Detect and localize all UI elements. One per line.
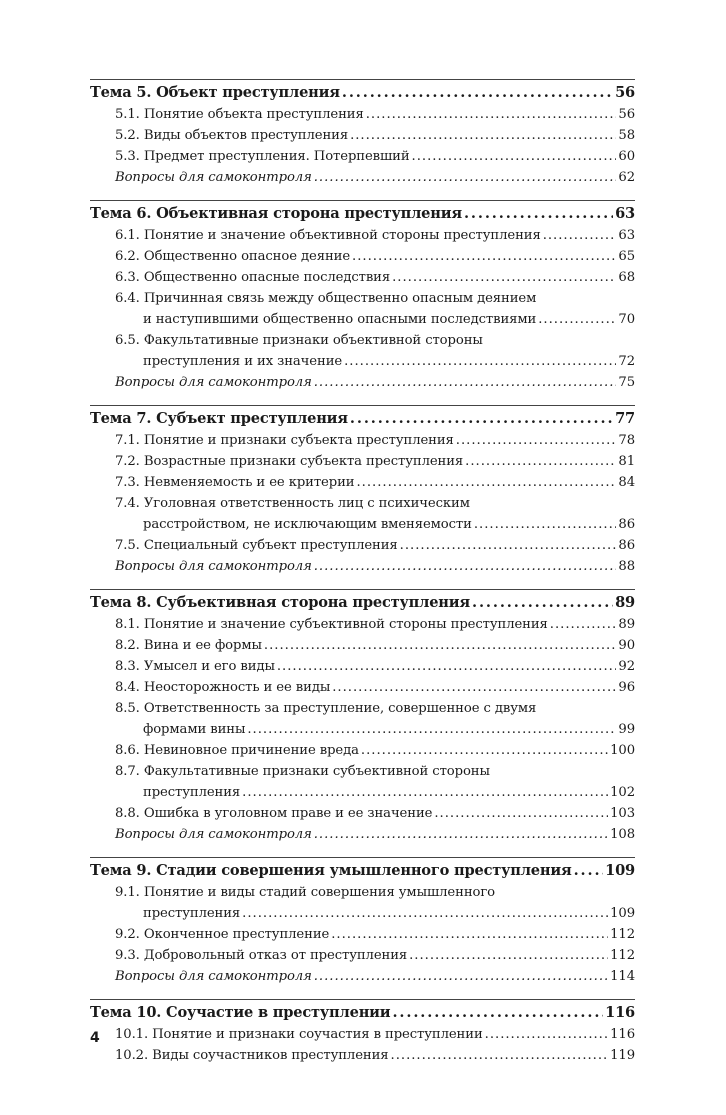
- self-check-questions: [90, 167, 635, 188]
- table-of-contents: [90, 79, 635, 1078]
- toc-entry: [90, 288, 635, 330]
- leader-dots: [392, 1002, 603, 1024]
- toc-entry: [90, 924, 635, 945]
- toc-entry: [90, 635, 635, 656]
- entry-last-line: [115, 782, 635, 803]
- self-check-questions: [90, 556, 635, 577]
- leader-dots: [314, 556, 617, 577]
- entry-title: Вопросы для самоконтроля: [115, 559, 312, 574]
- topic-section: [90, 405, 635, 577]
- entry-page: 78: [618, 433, 635, 448]
- toc-entry: [90, 146, 635, 167]
- toc-entry: [90, 677, 635, 698]
- entry-page: 65: [618, 249, 635, 264]
- entry-page: 72: [618, 354, 635, 369]
- topic-heading: [90, 408, 635, 430]
- leader-dots: [277, 656, 617, 677]
- leader-dots: [412, 146, 617, 167]
- entry-title-line: преступления: [143, 906, 241, 921]
- entry-page: 88: [618, 559, 635, 574]
- entry-page: 86: [618, 517, 635, 532]
- toc-entry: [90, 945, 635, 966]
- entry-page: 90: [618, 638, 635, 653]
- topic-title: Тема 8. Субъективная сторона преступления: [90, 594, 470, 611]
- entry-page: 112: [610, 927, 635, 942]
- entry-title-line: 6.5. Факультативные признаки объективной стороны: [115, 333, 483, 348]
- topic-heading: [90, 82, 635, 104]
- leader-dots: [314, 167, 617, 188]
- entry-title: 7.1. Понятие и признаки субъекта преступления: [115, 433, 454, 448]
- entry-page: 89: [618, 617, 635, 632]
- entry-page: 58: [618, 128, 635, 143]
- entry-title: 8.4. Неосторожность и ее виды: [115, 680, 331, 695]
- leader-dots: [314, 824, 608, 845]
- topic-title: Тема 5. Объект преступления: [90, 84, 340, 101]
- entry-title: 7.3. Невменяемость и ее критерии: [115, 475, 355, 490]
- leader-dots: [242, 903, 608, 924]
- entry-title: 8.1. Понятие и значение субъективной стороны преступления: [115, 617, 548, 632]
- leader-dots: [456, 430, 617, 451]
- entry-page: 116: [610, 1027, 635, 1042]
- entry-title: 10.1. Понятие и признаки соучастия в преступлении: [115, 1027, 483, 1042]
- entry-title: 10.2. Виды соучастников преступления: [115, 1048, 389, 1063]
- page-number: 4: [90, 1030, 100, 1046]
- topic-title: Тема 6. Объективная сторона преступления: [90, 205, 462, 222]
- leader-dots: [352, 246, 616, 267]
- leader-dots: [314, 966, 608, 987]
- entry-title-line: 6.4. Причинная связь между общественно опасным деянием: [115, 291, 537, 306]
- entry-page: 84: [618, 475, 635, 490]
- entry-title: 9.3. Добровольный отказ от преступления: [115, 948, 408, 963]
- leader-dots: [391, 1045, 609, 1066]
- toc-entry: [90, 535, 635, 556]
- entry-page: 103: [610, 806, 635, 821]
- leader-dots: [472, 592, 613, 614]
- topic-page: 109: [605, 862, 635, 879]
- topic-section: [90, 200, 635, 393]
- toc-entry: [90, 104, 635, 125]
- entry-title: 8.8. Ошибка в уголовном праве и ее значение: [115, 806, 433, 821]
- toc-entry: [90, 225, 635, 246]
- entry-title-line: 8.7. Факультативные признаки субъективной стороны: [115, 764, 490, 779]
- entry-title: 7.5. Специальный субъект преступления: [115, 538, 398, 553]
- entry-title: 8.3. Умысел и его виды: [115, 659, 275, 674]
- toc-entry: [90, 698, 635, 740]
- entry-title: 8.6. Невиновное причинение вреда: [115, 743, 359, 758]
- entry-page: 112: [610, 948, 635, 963]
- topic-heading: [90, 592, 635, 614]
- toc-entry: [90, 1045, 635, 1066]
- leader-dots: [400, 535, 617, 556]
- topic-heading: [90, 203, 635, 225]
- toc-entry: [90, 740, 635, 761]
- leader-dots: [543, 225, 617, 246]
- entry-page: 63: [618, 228, 635, 243]
- entry-title-line: формами вины: [143, 722, 246, 737]
- entry-last-line: [115, 514, 635, 535]
- topic-page: 116: [605, 1004, 635, 1021]
- entry-title: 9.2. Оконченное преступление: [115, 927, 330, 942]
- toc-entry: [90, 451, 635, 472]
- leader-dots: [464, 203, 613, 225]
- leader-dots: [344, 351, 616, 372]
- topic-page: 77: [615, 410, 635, 427]
- leader-dots: [434, 803, 608, 824]
- entry-page: 60: [618, 149, 635, 164]
- entry-title-line: и наступившими общественно опасными последствиями: [143, 312, 537, 327]
- topic-title: Тема 10. Соучастие в преступлении: [90, 1004, 391, 1021]
- leader-dots: [574, 860, 604, 882]
- entry-page: 108: [610, 827, 635, 842]
- leader-dots: [264, 635, 616, 656]
- toc-entry: [90, 430, 635, 451]
- entry-page: 96: [618, 680, 635, 695]
- topic-page: 63: [615, 205, 635, 222]
- topic-heading: [90, 860, 635, 882]
- toc-entry: [90, 246, 635, 267]
- entry-page: 109: [610, 906, 635, 921]
- entry-title-line: преступления: [143, 785, 241, 800]
- entry-last-line: [115, 309, 635, 330]
- entry-page: 100: [610, 743, 635, 758]
- entry-title: Вопросы для самоконтроля: [115, 827, 312, 842]
- entry-title: 7.2. Возрастные признаки субъекта преступления: [115, 454, 464, 469]
- toc-entry: [90, 125, 635, 146]
- toc-entry: [90, 761, 635, 803]
- leader-dots: [392, 267, 616, 288]
- entry-page: 70: [618, 312, 635, 327]
- leader-dots: [550, 614, 617, 635]
- entry-title: 5.1. Понятие объекта преступления: [115, 107, 364, 122]
- entry-last-line: [115, 719, 635, 740]
- entry-page: 75: [618, 375, 635, 390]
- entry-title: 6.2. Общественно опасное деяние: [115, 249, 351, 264]
- leader-dots: [366, 104, 617, 125]
- toc-entry: [90, 803, 635, 824]
- topic-section: [90, 857, 635, 987]
- leader-dots: [409, 945, 608, 966]
- leader-dots: [474, 514, 617, 535]
- entry-title-line: 9.1. Понятие и виды стадий совершения умышленного: [115, 885, 495, 900]
- entry-page: 114: [610, 969, 635, 984]
- topic-section: [90, 589, 635, 845]
- leader-dots: [331, 924, 608, 945]
- leader-dots: [357, 472, 617, 493]
- entry-last-line: [115, 903, 635, 924]
- leader-dots: [538, 309, 616, 330]
- entry-title: Вопросы для самоконтроля: [115, 969, 312, 984]
- entry-page: 62: [618, 170, 635, 185]
- entry-title: 5.3. Предмет преступления. Потерпевший: [115, 149, 410, 164]
- entry-page: 81: [618, 454, 635, 469]
- self-check-questions: [90, 966, 635, 987]
- entry-page: 92: [618, 659, 635, 674]
- toc-entry: [90, 614, 635, 635]
- toc-entry: [90, 1024, 635, 1045]
- self-check-questions: [90, 372, 635, 393]
- entry-page: 102: [610, 785, 635, 800]
- entry-title-line: 8.5. Ответственность за преступление, совершенное с двумя: [115, 701, 537, 716]
- leader-dots: [314, 372, 617, 393]
- toc-entry: [90, 882, 635, 924]
- leader-dots: [242, 782, 608, 803]
- entry-title: 8.2. Вина и ее формы: [115, 638, 262, 653]
- toc-entry: [90, 330, 635, 372]
- toc-entry: [90, 267, 635, 288]
- toc-entry: [90, 656, 635, 677]
- leader-dots: [342, 82, 613, 104]
- toc-entry: [90, 472, 635, 493]
- entry-title-line: преступления и их значение: [143, 354, 343, 369]
- entry-page: 99: [618, 722, 635, 737]
- entry-title: Вопросы для самоконтроля: [115, 375, 312, 390]
- topic-title: Тема 7. Субъект преступления: [90, 410, 348, 427]
- entry-page: 56: [618, 107, 635, 122]
- entry-last-line: [115, 351, 635, 372]
- entry-title: 6.1. Понятие и значение объективной стороны преступления: [115, 228, 541, 243]
- leader-dots: [350, 125, 616, 146]
- leader-dots: [485, 1024, 608, 1045]
- leader-dots: [465, 451, 616, 472]
- entry-title: 5.2. Виды объектов преступления: [115, 128, 349, 143]
- entry-title-line: расстройством, не исключающим вменяемости: [143, 517, 472, 532]
- toc-entry: [90, 493, 635, 535]
- entry-title: Вопросы для самоконтроля: [115, 170, 312, 185]
- entry-title-line: 7.4. Уголовная ответственность лиц с психическим: [115, 496, 470, 511]
- leader-dots: [361, 740, 608, 761]
- topic-section: [90, 999, 635, 1066]
- self-check-questions: [90, 824, 635, 845]
- topic-heading: [90, 1002, 635, 1024]
- topic-section: [90, 79, 635, 188]
- entry-page: 86: [618, 538, 635, 553]
- topic-title: Тема 9. Стадии совершения умышленного преступления: [90, 862, 572, 879]
- topic-page: 56: [615, 84, 635, 101]
- entry-page: 119: [610, 1048, 635, 1063]
- leader-dots: [332, 677, 616, 698]
- topic-page: 89: [615, 594, 635, 611]
- entry-title: 6.3. Общественно опасные последствия: [115, 270, 391, 285]
- entry-page: 68: [618, 270, 635, 285]
- leader-dots: [350, 408, 613, 430]
- leader-dots: [247, 719, 616, 740]
